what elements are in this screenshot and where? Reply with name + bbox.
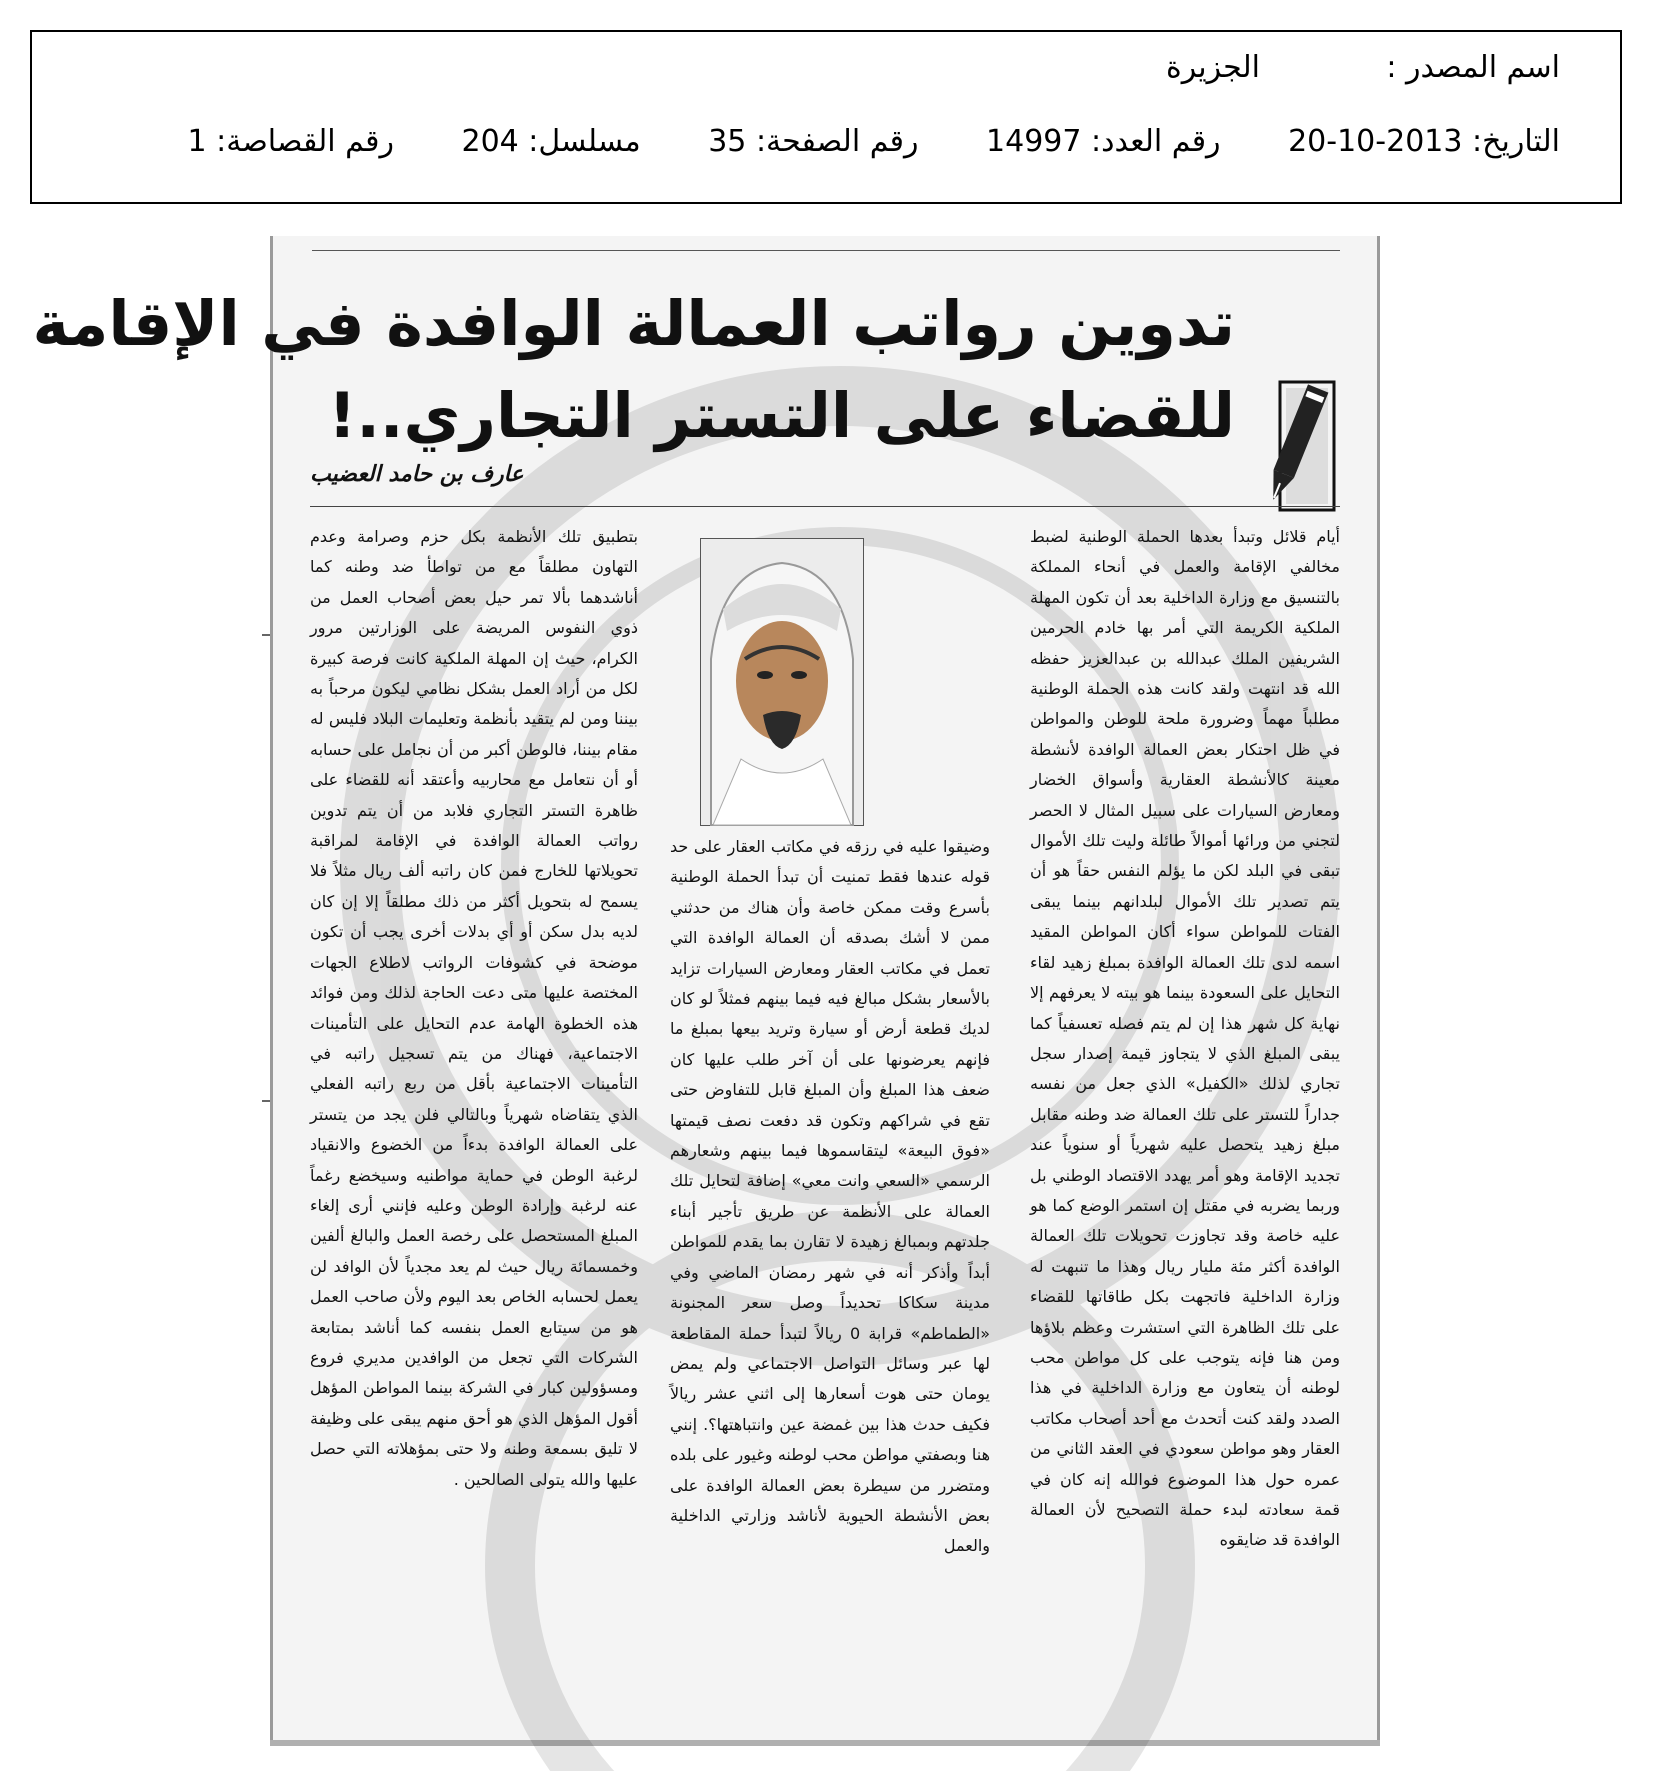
article-column-1 <box>1030 522 1340 1722</box>
clip-number-label: رقم القصاصة: <box>216 124 394 159</box>
serial-label: مسلسل: <box>528 124 641 159</box>
details-row <box>129 124 1560 159</box>
page-label: رقم الصفحة: <box>755 124 919 159</box>
source-label: اسم المصدر : <box>1386 50 1560 85</box>
column-1-text: أيام قلائل وتبدأ بعدها الحملة الوطنية لضبط مخالفي الإقامة والعمل في أنحاء المملكة بالتنسيق مع وزارة الداخلية بعد أن تكون المهلة الملكية الكريمة التي أمر بها خادم الحرمين الشريفين الملك عبدالله بن عبدالعزيز حفظه الله قد انتهت ولقد كانت هذه الحملة الوطنية مطلباً مهماً وضرورة ملحة للوطن والمواطن في ظل احتكار بعض العمالة الوافدة لأنشطة معينة كالأنشطة العقارية وأسواق الخضار ومعارض السيارات على سبيل المثال لا الحصر لتجني من ورائها أموالاً طائلة وليت تلك الأموال تبقى في البلد لكن ما يؤلم النفس حقاً هو أن يتم تصدير تلك الأموال لبلدانهم بينما يبقى الفتات للمواطن سواء أكان المواطن المقيد اسمه لدى تلك العمالة الوافدة بمبلغ زهيد لقاء التحايل على السعودة بينما هو بيته لا يعرفهم إلا نهاية كل شهر هذا إن لم يتم فصله تعسفياً كما يبقى المبلغ الذي لا يتجاوز قيمة إصدار سجل تجاري لذلك «الكفيل» الذي جعل من نفسه جداراً للتستر على تلك العمالة ضد وطنه مقابل مبلغ زهيد يتحصل عليه شهرياً أو سنوياً عند تجديد الإقامة وهو أمر يهدد الاقتصاد الوطني بل وربما يضربه في مقتل إن استمر الوضع كما هو عليه خاصة وقد تجاوزت تحويلات تلك العمالة الوافدة أكثر مئة مليار ريال وهذا ما تنبهت له وزارة الداخلية فاتجهت بكل طاقاتها للقضاء على تلك الظاهرة التي استشرت وعظم بلاؤها ومن هنا فإنه يتوجب على كل مواطن محب لوطنه أن يتعاون مع وزارة الداخلية في هذا الصدد ولقد كنت أتحدث مع أحد أصحاب مكاتب العقار وهو مواطن سعودي في العقد الثاني من عمره حول هذا الموضوع فوالله إنه كان في قمة سعادته لبدء حملة التصحيح لأن العمالة الوافدة قد ضايقوه <box>1030 527 1340 1550</box>
date-value: 2013-10-20 <box>1288 124 1463 159</box>
author-byline: عارف بن حامد العضيب <box>310 462 524 487</box>
clipping-edge-left <box>270 236 273 1746</box>
date-label: التاريخ: <box>1472 124 1560 159</box>
article-column-2 <box>670 832 990 1722</box>
source-value: الجزيرة <box>1165 50 1260 85</box>
clip-number-value: 1 <box>187 124 207 159</box>
source-row <box>1166 50 1560 85</box>
clipping-metadata-box <box>30 30 1622 204</box>
issue-value: 14997 <box>986 124 1082 159</box>
serial-value: 204 <box>461 124 519 159</box>
clipping-edge-bottom <box>270 1740 1380 1746</box>
headline-line-1: تدوين رواتب العمالة الوافدة في الإقامة <box>32 287 1235 360</box>
issue-label: رقم العدد: <box>1091 124 1221 159</box>
pen-writing-icon <box>1250 376 1340 516</box>
page-field <box>708 124 918 159</box>
article-column-3 <box>310 522 638 1722</box>
top-rule <box>312 250 1340 251</box>
author-portrait-icon <box>701 539 863 825</box>
clipping-edge-right <box>1377 236 1380 1746</box>
serial-field <box>461 124 640 159</box>
newspaper-clipping <box>32 236 1380 1746</box>
column-3-text: بتطبيق تلك الأنظمة بكل حزم وصرامة وعدم التهاون مطلقاً مع من تواطأ ضد وطنه كما أناشدهما بألا تمر حيل بعض أصحاب العمل من ذوي النفوس المريضة على الوزارتين مرور الكرام، حيث إن المهلة الملكية كانت فرصة كبيرة لكل من أراد العمل بشكل نظامي ليكون مرحباً به بيننا ومن لم يتقيد بأنظمة وتعليمات البلاد فليس له مقام بيننا، فالوطن أكبر من أن نجامل على حسابه أو أن نتعامل مع محاربيه وأعتقد أنه للقضاء على ظاهرة التستر التجاري فلابد من أن يتم تدوين رواتب العمالة الوافدة في الإقامة لمراقبة تحويلاتها للخارج فمن كان راتبه ألف ريال مثلاً فلا يسمح له بتحويل أكثر من ذلك مطلقاً إلا إن كان لديه بدل سكن أو أي بدلات أخرى يجب أن تكون موضحة في كشوفات الرواتب لاطلاع الجهات المختصة عليها متى دعت الحاجة لذلك ومن فوائد هذه الخطوة الهامة عدم التحايل على التأمينات الاجتماعية، فهناك من يتم تسجيل راتبه في التأمينات الاجتماعية بأقل من ربع راتبه الفعلي الذي يتقاضاه شهرياً وبالتالي فلن يجد من يتستر على العمالة الوافدة بدءاً من الخضوع والانقياد لرغبة الوطن في حماية مواطنيه وسيخضع رغماً عنه لرغبة وإرادة الوطن وعليه فإنني أرى إلغاء المبلغ المستحصل على رخصة العمل والبالغ ألفين وخمسمائة ريال حيث لم يعد مجدياً لأن الوافد لن يعمل لحسابه الخاص بعد اليوم ولأن صاحب العمل هو من سيتابع العمل بنفسه كما أناشد بمتابعة الشركات التي تجعل من الوافدين مديري فروع ومسؤولين كبار في الشركة بينما المواطن المؤهل أقول المؤهل الذي هو أحق منهم يبقى على وظيفة لا تليق بسمعة وطنه ولا حتى بمؤهلاته التي حصل عليها والله يتولى الصالحين . <box>310 527 638 1489</box>
headline-rule <box>310 506 1340 507</box>
date-field <box>1288 124 1560 159</box>
page-value: 35 <box>708 124 747 159</box>
headline-line-2: للقضاء على التستر التجاري..! <box>328 379 1235 452</box>
column-2-text: وضيقوا عليه في رزقه في مكاتب العقار على حد قوله عندها فقط تمنيت أن تبدأ الحملة الوطنية بأسرع وقت ممكن خاصة وأن هناك من حدثني ممن لا أشك بصدقه أن العمالة الوافدة التي تعمل في مكاتب العقار ومعارض السيارات تزايد بالأسعار بشكل مبالغ فيه فيما بينهم فمثلاً لو كان لديك قطعة أرض أو سيارة وتريد بيعها بمبلغ ما فإنهم يعرضونها على أن آخر طلب عليها كان ضعف هذا المبلغ وأن المبلغ قابل للتفاوض حتى تقع في شراكهم وتكون قد دفعت نصف قيمتها «فوق البيعة» ليتقاسموها فيما بينهم وشعارهم الرسمي «السعي وانت معي» إضافة لتحايل تلك العمالة على الأنظمة عن طريق تأجير أبناء جلدتهم وبمبالغ زهيدة لا تقارن بما يقدم للمواطن أبداً وأذكر أنه في شهر رمضان الماضي وفي مدينة سكاكا تحديداً وصل سعر المجنونة «الطماطم» قرابة 0 ريالاً لتبدأ حملة المقاطعة لها عبر وسائل التواصل الاجتماعي ولم يمض يومان حتى هوت أسعارها إلى اثني عشر ريالاً فكيف حدث هذا بين غمضة عين وانتباهتها؟. إنني هنا وبصفتي مواطن محب لوطنه وغيور على بلده ومتضرر من سيطرة بعض العمالة الوافدة على بعض الأنشطة الحيوية لأناشد وزارتي الداخلية والعمل <box>670 837 991 1556</box>
issue-field <box>986 124 1220 159</box>
article-headline <box>32 278 1235 462</box>
clip-number-field <box>187 124 393 159</box>
author-photo <box>700 538 864 826</box>
